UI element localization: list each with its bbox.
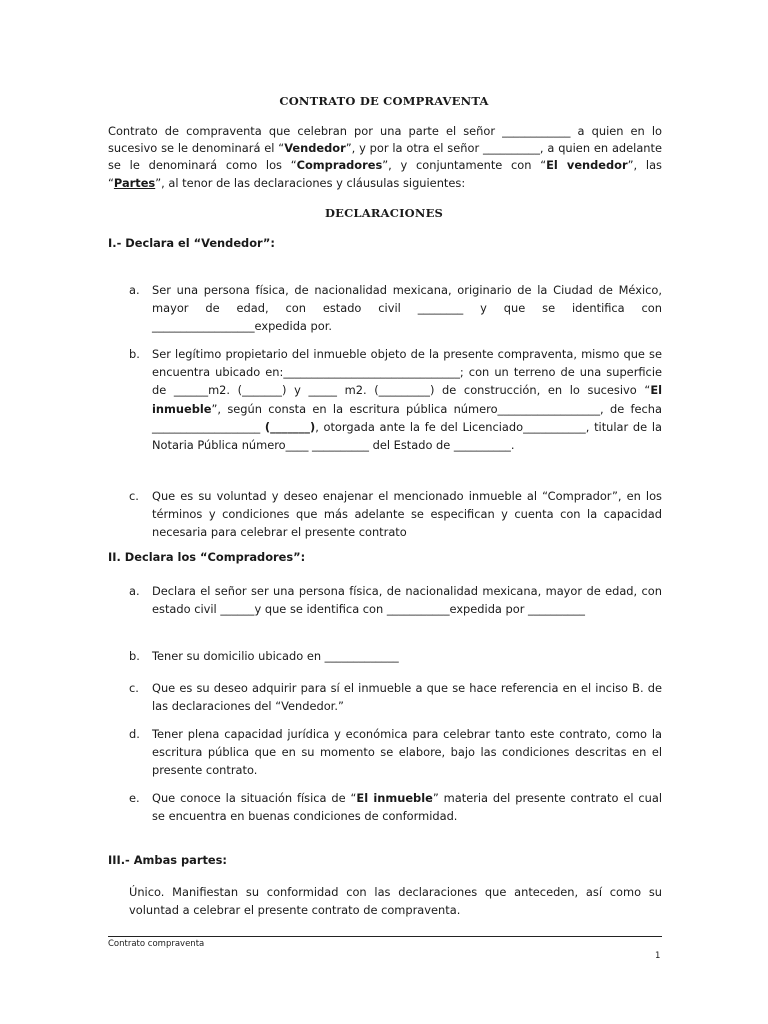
item-label: a. (129, 283, 140, 297)
item-text: Que conoce la situación física de “El inmueble” materia del presente contrato el cual se encuentra en buenas condiciones de conformidad. (152, 791, 663, 824)
list-item (108, 647, 662, 665)
section3-heading: III.- Ambas partes: (108, 853, 227, 867)
item-text: Que es su voluntad y deseo enajenar el mencionado inmueble al “Comprador”, en los términos y condiciones que más adelante se especifican y cuenta con la capacidad necesaria para celebrar el presente contrato (152, 489, 662, 540)
page-number: 1 (655, 951, 661, 961)
document-title: CONTRATO DE COMPRAVENTA (279, 94, 489, 108)
list-item (108, 582, 662, 618)
item-label: a. (129, 584, 140, 598)
intro-bold-el-vendedor: El vendedor (546, 158, 628, 173)
item-label: b. (129, 649, 140, 663)
intro-text-2: ”, y por la otra el señor __________, a quien en adelante se le denominará como los “ (108, 141, 663, 173)
intro-bold-partes: Partes (113, 175, 156, 190)
section1-heading: I.- Declara el “Vendedor”: (108, 236, 275, 250)
list-item (108, 725, 662, 780)
intro-paragraph (108, 123, 662, 192)
item-label: c. (129, 681, 139, 695)
footer-label: Contrato compraventa (108, 939, 205, 949)
item-label: b. (129, 347, 140, 361)
intro-text-5: ”, al tenor de las declaraciones y cláusulas siguientes: (155, 175, 466, 190)
section3-text: Único. Manifiestan su conformidad con las declaraciones que anteceden, así como su voluntad a celebrar el presente contrato de compraventa. (129, 885, 662, 918)
item-text: Ser una persona física, de nacionalidad mexicana, originario de la Ciudad de México, mayor de edad, con estado civil ________ y que se identifica con __________________expedida por. (152, 283, 662, 334)
list-item (108, 679, 662, 715)
item-text: Declara el señor ser una persona física, de nacionalidad mexicana, mayor de edad, con estado civil ______y que se identifica con ___________expedida por __________ (152, 584, 662, 617)
intro-bold-vendedor: Vendedor (284, 141, 346, 156)
item-label: c. (129, 489, 139, 503)
intro-bold-compradores: Compradores (296, 158, 383, 173)
list-item (108, 487, 662, 542)
intro-text-4: ”, las “ (108, 158, 662, 190)
declaraciones-title: DECLARACIONES (324, 206, 444, 220)
section2-heading: II. Declara los “Compradores”: (108, 550, 306, 564)
item-text: Tener plena capacidad jurídica y económica para celebrar tanto este contrato, como la escritura pública que en su momento se elabore, bajo las condiciones descritas en el presente contrato. (152, 727, 662, 778)
item-text: Ser legítimo propietario del inmueble objeto de la presente compraventa, mismo que se encuentra ubicado en:_______________________________; con un terreno de una superficie de ______m2. (_______) y _____ m2. (_________) de construcción, en lo sucesivo “El inmueble”, según consta en la escritura pública número__________________, de fecha ___________________ (_______), otorgada ante la fe del Licenciado___________, titular de la Notaria Pública número____ __________ del Estado de __________. (152, 347, 662, 453)
item-text: Que es su deseo adquirir para sí el inmueble a que se hace referencia en el inciso B. de las declaraciones del “Vendedor.” (152, 681, 662, 714)
list-item (108, 789, 662, 825)
item-label: d. (129, 727, 140, 741)
list-item (108, 281, 662, 336)
intro-text-1: Contrato de compraventa que celebran por una parte el señor ____________ a quien en lo sucesivo se le denominará el “ (108, 124, 662, 156)
footer-divider (108, 936, 662, 937)
item-text: Tener su domicilio ubicado en _____________ (152, 649, 399, 663)
item-label: e. (129, 791, 140, 805)
intro-text-3: ”, y conjuntamente con “ (382, 158, 547, 173)
list-item (108, 345, 662, 454)
